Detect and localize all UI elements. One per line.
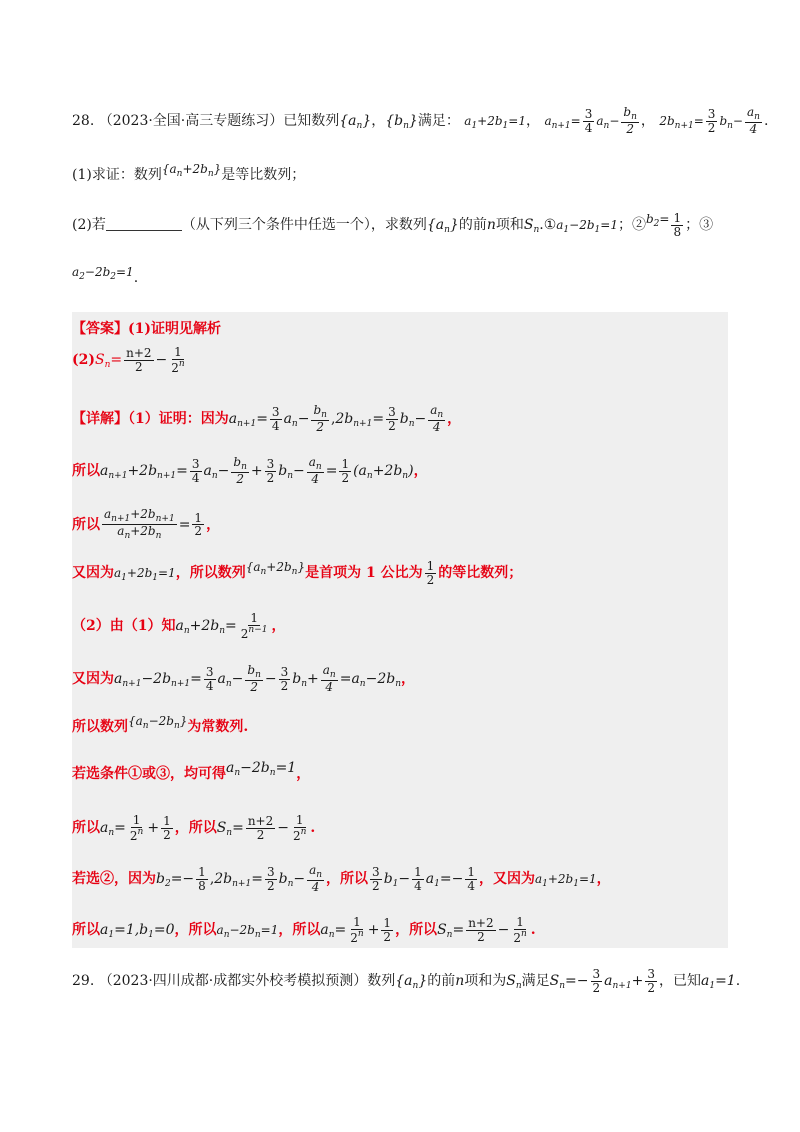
- cond-1-label: ①: [543, 217, 557, 234]
- q29-known: ，已知: [658, 973, 701, 990]
- detail-label: 【详解】: [72, 411, 128, 428]
- cond-2-label: ②: [631, 217, 646, 234]
- detail-line-5: （2）由（1）知$a_n+2b_n=$ $\frac{1}{2^{n-1}}$ ，: [72, 611, 286, 641]
- also-because-3: 又因为: [492, 871, 535, 888]
- q28-cond3: $a_2-2b_2=1$.: [72, 265, 139, 286]
- cond-3-label: ③: [699, 217, 714, 234]
- so-label-3: 所以: [189, 565, 218, 582]
- detail-line-10: 若选②，因为$b_2=-$ $\frac{1}{8}$ $,2b_{n+1}=$ $\frac{3}{2}$ $b_n-$ $\frac{a_n}{4}$ ，所以 $\frac{3}{2}$ $b_1-$ $\frac{1}{4}$ $a_1=-$ $\frac{1}{4}$ ，又因为$a_1+2b_1=1$，: [72, 863, 611, 895]
- so-label-8: 所以: [72, 922, 100, 939]
- q29-text: 数列: [367, 973, 396, 990]
- q28-part2-tail: 的前: [458, 217, 487, 234]
- so-label-2: 所以: [72, 516, 100, 533]
- also-because-2: 又因为: [72, 671, 114, 688]
- q28-part2: (2)若 （从下列三个条件中任选一个），求数列$\{a_n\}$的前n项和$S_n.①a_1-2b_1=1$；$②b_2=$ $\frac{1}{8}$ ；③: [72, 211, 714, 239]
- also-because-1: 又因为: [72, 565, 114, 582]
- detail-line-3: 所以 $\frac{a_{n+1}+2b_{n+1}}{a_n+2b_n}$ = $\frac{1}{2}$ ，: [72, 507, 221, 542]
- q29-sat: 满足: [521, 973, 550, 990]
- fill-blank: [106, 216, 182, 231]
- part2-from: （2）由（1）知: [72, 618, 176, 635]
- q29-number: 29.: [72, 973, 95, 990]
- detail-line-1: 【详解】（1）证明：因为$a_{n+1}=$ $\frac{3}{4}$ $a_n-$ $\frac{b_n}{2}$ $,2b_{n+1}=$ $\frac{3}{2}$ $b_n-$ $\frac{a_n}{4}$ ，: [72, 403, 462, 435]
- so-label-11: 所以: [409, 922, 438, 939]
- detail-line-4: 又因为$a_1+2b_1=1$，所以数列$\{a_n+2b_n\}$是首项为 1 公比为 $\frac{1}{2}$ 的等比数列；: [72, 559, 523, 587]
- detail-line-11: 所以$a_1=1,b_1=0$，所以$a_n-2b_n=1$，所以$a_n=$ $\frac{1}{2^n}$ + $\frac{1}{2}$ ，所以$S_n=$ $\frac{n+2}{2}$ − $\frac{1}{2^n}$ .: [72, 915, 536, 945]
- detail-line-9: 所以$a_n=$ $\frac{1}{2^n}$ + $\frac{1}{2}$ ，所以$S_n=$ $\frac{n+2}{2}$ − $\frac{1}{2^n}$ .: [72, 813, 316, 843]
- choose-2: 若选②，因为: [72, 871, 156, 888]
- q28-part2-text: （从下列三个条件中任选一个），求数列: [181, 217, 427, 234]
- q29-mid2: 项和为: [464, 973, 507, 990]
- geo-text: 是首项为 1 公比为: [305, 565, 423, 582]
- detail-part1: （1）证明：因为: [128, 411, 229, 428]
- q28-part1-tail: 是等比数列；: [221, 167, 306, 183]
- q28-source: （2023·全国·高三专题练习）: [98, 113, 284, 130]
- q28-part2-sum: 项和: [495, 217, 524, 234]
- detail-line-6: 又因为$a_{n+1}-2b_{n+1}=$ $\frac{3}{4}$ $a_n-$ $\frac{b_n}{2}$ − $\frac{3}{2}$ $b_n+$ $\frac{a_n}{4}$ $=a_n-2b_n$，: [72, 663, 415, 695]
- q28-part1: (1)求证：数列$\{a_n+2b_n\}$是等比数列；: [72, 162, 306, 183]
- q29-stem: 29. （2023·四川成都·成都实外校考模拟预测）数列$\{a_n\}$的前n项和为$S_n$满足$S_n=-$ $\frac{3}{2}$ $a_{n+1}+$ $\frac{3}{2}$ ，已知$a_1=1$.: [72, 967, 741, 995]
- so-label-6: 所以: [188, 820, 217, 837]
- q28-satisfy: 满足：: [417, 113, 460, 130]
- so-label-7: 所以: [340, 871, 369, 888]
- q29-mid: 的前: [427, 973, 456, 990]
- const-text: 为常数列.: [187, 719, 249, 735]
- answer-line-2: $(2)S_n=$ $\frac{n+2}{2}$ − $\frac{1}{2^n}$: [72, 345, 185, 375]
- q28-stem: 28. （2023·全国·高三专题练习）已知数列$\{a_n\}$，$\{b_n\}$满足： $a_1+2b_1=1$， $a_{n+1}=$ $\frac{3}{4}$ $a_n-$ $\frac{b_n}{2}$ ， $2b_{n+1}=$ $\frac{3}{2}$ $b_n-$ $\frac{a_n}{4}$ .: [72, 105, 769, 137]
- answer-line-1: [72, 318, 740, 338]
- so-label-4: 所以: [72, 719, 100, 735]
- q29-source: （2023·四川成都·成都实外校考模拟预测）: [98, 973, 368, 990]
- detail-line-8: 若选条件①或③，均可得$a_n-2b_n=1$，: [72, 760, 311, 782]
- geo-tail: 的等比数列；: [438, 565, 523, 582]
- choose-13: 若选条件①或③，均可得: [72, 766, 226, 782]
- answer-part2-label: (2): [72, 352, 95, 369]
- q28-number: 28.: [72, 113, 95, 130]
- detail-line-2: 所以$a_{n+1}+2b_{n+1}=$ $\frac{3}{4}$ $a_n-$ $\frac{b_n}{2}$ + $\frac{3}{2}$ $b_n-$ $\frac{a_n}{4}$ = $\frac{1}{2}$ $(a_n+2b_n)$，: [72, 455, 428, 487]
- q28-text: 已知数列: [283, 113, 340, 130]
- q28-part2-label: (2)若: [72, 217, 106, 234]
- so-label-10: 所以: [292, 922, 321, 939]
- q28-part1-label: (1)求证：数列: [72, 167, 162, 183]
- so-label-1: 所以: [72, 463, 100, 480]
- so-label-9: 所以: [188, 922, 217, 939]
- answer-label: 【答案】: [72, 321, 128, 337]
- so-label-5: 所以: [72, 820, 100, 837]
- detail-line-7: 所以数列$\{a_n-2b_n\}$为常数列.: [72, 714, 249, 735]
- answer-part1: (1)证明见解析: [128, 321, 221, 337]
